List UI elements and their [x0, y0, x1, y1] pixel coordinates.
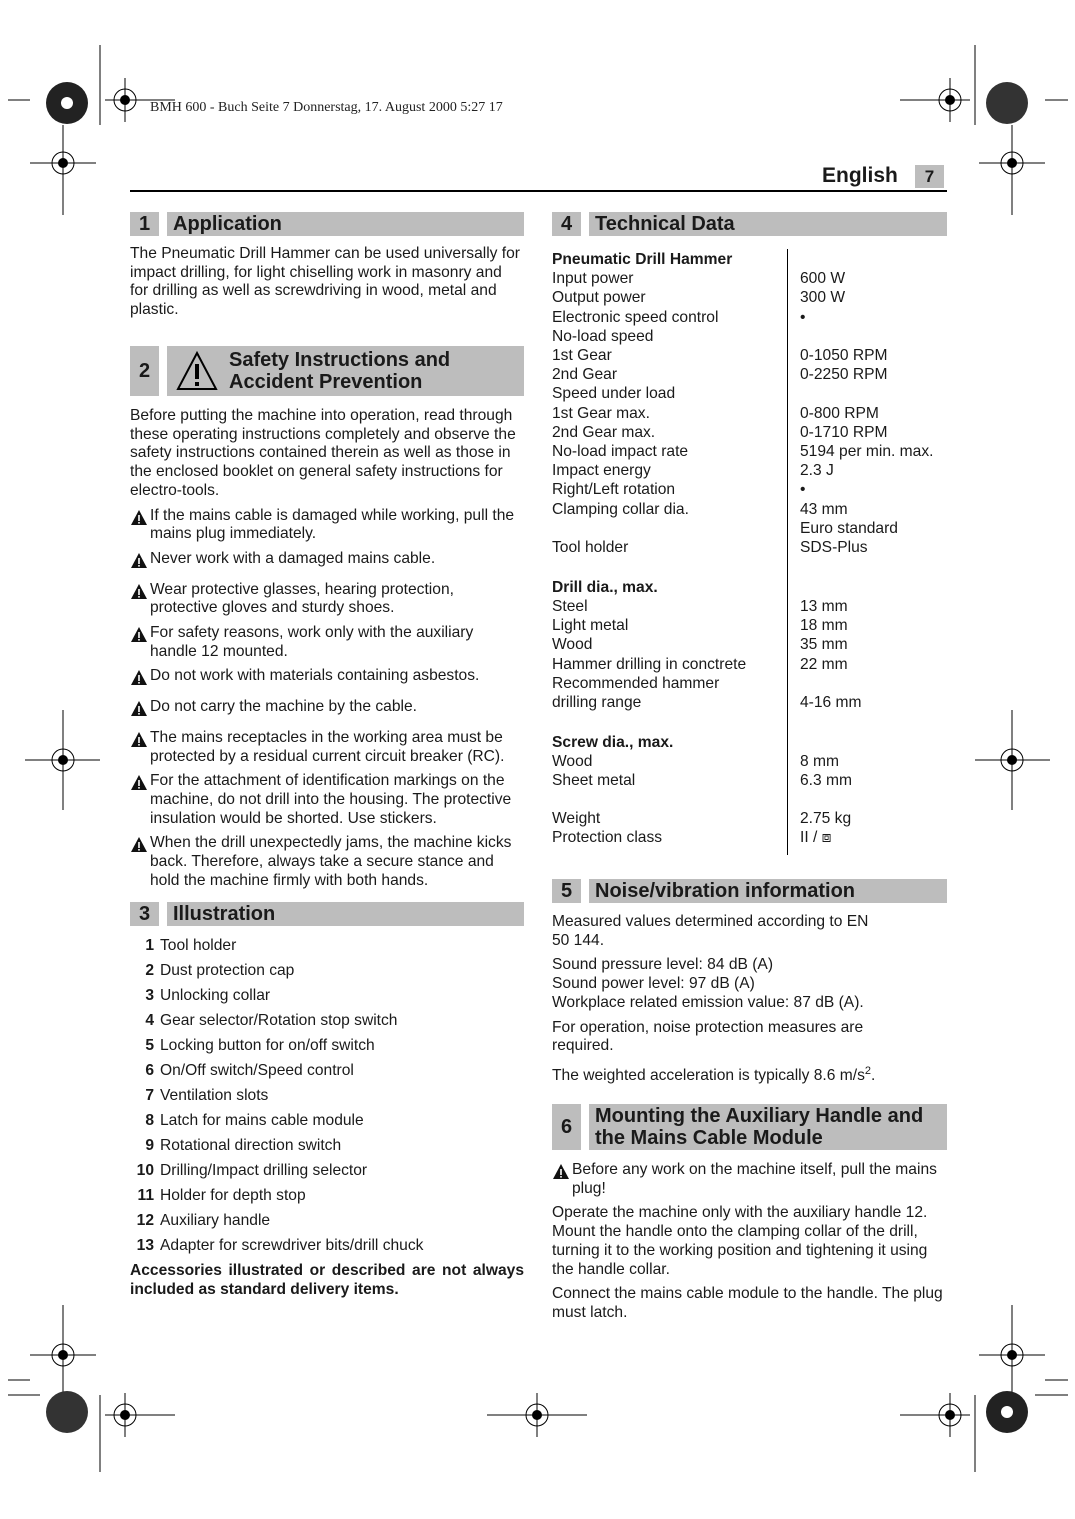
spec-label: Wood [552, 753, 593, 771]
safety-section-body [130, 407, 524, 890]
sound-power-text: Sound power level: 97 dB (A) [552, 975, 755, 993]
spec-label [552, 519, 792, 538]
spec-row [552, 712, 947, 731]
warning-item [130, 698, 524, 723]
safety-warning-list [130, 507, 524, 891]
warning-item [130, 550, 524, 575]
item-number: 6 [145, 1061, 154, 1079]
section-title-line1: Safety Instructions and [229, 349, 451, 371]
spec-row [552, 538, 947, 557]
spec-label: 2nd Gear [552, 366, 618, 384]
warning-item [130, 772, 524, 828]
acceleration-end: . [871, 1067, 876, 1085]
spec-value: 600 W [800, 270, 846, 288]
spec-label: No-load impact rate [552, 443, 689, 461]
warning-item [130, 834, 524, 890]
spec-label: Weight [552, 810, 601, 828]
spec-value [792, 790, 800, 809]
illustration-item [130, 1033, 524, 1058]
spec-value [792, 384, 800, 403]
spec-label: Screw dia., max. [552, 733, 674, 751]
illustration-item [130, 1183, 524, 1208]
spec-label: 2nd Gear max. [552, 423, 656, 441]
section-number: 3 [130, 902, 159, 926]
spec-label: Drill dia., max. [552, 578, 658, 596]
spec-label [552, 557, 792, 576]
acceleration-text [552, 1062, 947, 1086]
section-title: Illustration [167, 902, 524, 926]
section-number: 1 [130, 212, 159, 236]
item-number: 2 [145, 961, 154, 979]
illustration-item [130, 1108, 524, 1133]
section-title-box [167, 346, 524, 396]
warning-item [130, 729, 524, 766]
illustration-item [130, 1058, 524, 1083]
item-number: 11 [137, 1186, 154, 1204]
item-label: Rotational direction switch [160, 1136, 342, 1154]
spec-label [552, 790, 792, 809]
spec-value: 13 mm [800, 598, 848, 616]
section-number: 2 [130, 346, 159, 396]
cable-module-instructions: Connect the mains cable module to the handle. The plug must latch. [552, 1285, 943, 1321]
spec-label: Output power [552, 289, 646, 307]
section-number: 5 [552, 879, 581, 903]
warning-text: Do not work with materials containing asbestos. [150, 667, 480, 685]
warning-text: If the mains cable is damaged while working, pull the mains plug immediately. [150, 506, 515, 543]
item-label: Auxiliary handle [160, 1211, 271, 1229]
item-label: On/Off switch/Speed control [160, 1061, 354, 1079]
spec-value: 4-16 mm [800, 694, 862, 712]
warning-triangle-icon [175, 350, 219, 392]
spec-label: Hammer drilling in conctrete [552, 655, 747, 673]
spec-row [552, 500, 947, 519]
spec-value [792, 712, 800, 731]
warning-text: The mains receptacles in the working area must be protected by a residual current circuit breaker (RC). [150, 728, 505, 765]
spec-row [552, 828, 947, 847]
warning-icon [130, 698, 150, 723]
spec-label: Sheet metal [552, 772, 636, 790]
section-title-line1: Mounting the Auxiliary Handle and [595, 1105, 924, 1127]
section-noise-heading [552, 879, 947, 903]
item-number: 10 [136, 1161, 154, 1179]
warning-text: For safety reasons, work only with the auxiliary handle 12 mounted. [150, 624, 474, 660]
warning-text: When the drill unexpectedly jams, the machine kicks back. Therefore, always take a secure stance and hold the machine firmly with both hands. [150, 834, 512, 889]
warning-icon [130, 624, 150, 649]
spec-row [552, 752, 947, 771]
spec-value [792, 578, 800, 597]
spec-value: 35 mm [800, 636, 848, 654]
technical-data-table [552, 248, 947, 847]
section-title: Application [167, 212, 524, 236]
illustration-list [130, 933, 524, 1258]
spec-row [552, 250, 947, 269]
spec-label: Electronic speed control [552, 308, 719, 326]
warning-item [130, 507, 524, 544]
section-title-box [589, 1104, 947, 1150]
spec-value: SDS-Plus [800, 539, 868, 557]
spec-row [552, 269, 947, 288]
spec-value: 2.75 kg [800, 810, 852, 828]
spec-value: 18 mm [800, 617, 848, 635]
spec-row [552, 809, 947, 828]
spec-label: Speed under load [552, 385, 676, 403]
spec-value: 8 mm [800, 753, 839, 771]
spec-row [552, 733, 947, 752]
spec-value [792, 327, 800, 346]
warning-text: For the attachment of identification markings on the machine, do not drill into the housing. The protective insulation would be shorted. Use stickers. [150, 772, 512, 827]
spec-row [552, 557, 947, 576]
warning-text: Wear protective glasses, hearing protection, protective gloves and sturdy shoes. [150, 580, 454, 617]
spec-value: Euro standard [800, 519, 898, 537]
spec-label: Wood [552, 636, 593, 654]
mounting-section-body [552, 1161, 947, 1323]
section-technical-data-heading [552, 212, 947, 236]
section-number: 6 [552, 1104, 581, 1150]
spec-value: 0-1710 RPM [800, 423, 888, 441]
item-label: Holder for depth stop [160, 1186, 306, 1204]
item-number: 1 [145, 936, 154, 954]
spec-row [552, 442, 947, 461]
sound-pressure-text: Sound pressure level: 84 dB (A) [552, 956, 774, 974]
spec-value: 0-800 RPM [800, 404, 879, 422]
spec-row [552, 461, 947, 480]
spec-value: 43 mm [800, 500, 848, 518]
warning-icon [130, 507, 150, 532]
spec-value [792, 250, 800, 269]
section-title-line2: the Mains Cable Module [595, 1127, 823, 1149]
application-text: The Pneumatic Drill Hammer can be used universally for impact drilling, for light chiselling work in masonry and for drilling as well as screwdriving in wood, metal and plastic. [130, 245, 520, 319]
page-number: 7 [915, 165, 944, 188]
spec-label: 1st Gear [552, 347, 612, 365]
warning-icon [130, 772, 150, 797]
item-label: Dust protection cap [160, 961, 295, 979]
noise-levels [552, 956, 947, 1012]
spec-row [552, 288, 947, 307]
item-number: 5 [145, 1036, 154, 1054]
section-safety-heading [130, 346, 524, 396]
accessories-note: Accessories illustrated or described are not always included as standard delivery items. [130, 1262, 524, 1298]
warning-text: Do not carry the machine by the cable. [150, 698, 417, 716]
spec-row [552, 480, 947, 499]
mounting-instructions: Operate the machine only with the auxiliary handle 12. Mount the handle onto the clamping collar of the drill, turning it to the working position and tightening it using the handle collar. [552, 1204, 928, 1278]
item-number: 4 [145, 1011, 154, 1029]
spec-row [552, 635, 947, 654]
spec-value: 2.3 J [800, 462, 834, 480]
section-title: Technical Data [589, 212, 947, 236]
warning-icon [552, 1161, 572, 1186]
item-label: Gear selector/Rotation stop switch [160, 1011, 398, 1029]
spec-label: Recommended hammer [552, 674, 720, 692]
spec-label: Steel [552, 598, 588, 616]
spec-label [552, 712, 792, 731]
spec-value: 22 mm [800, 655, 848, 673]
illustration-item [130, 1158, 524, 1183]
language-label: English [822, 164, 898, 187]
noise-section-body [552, 913, 947, 1086]
spec-row [552, 616, 947, 635]
illustration-item [130, 958, 524, 983]
illustration-item [130, 1233, 524, 1258]
spec-row [552, 655, 947, 674]
spec-label: Input power [552, 270, 634, 288]
header-rule [130, 190, 947, 192]
spec-label: Pneumatic Drill Hammer [552, 251, 733, 268]
spec-label: Protection class [552, 829, 663, 847]
illustration-item [130, 933, 524, 958]
safety-intro: Before putting the machine into operation, read through these operating instructions completely and observe the safety instructions contained therein as well as those in the enclosed booklet on general safety instructions for electro-tools. [130, 407, 516, 499]
spec-label: Right/Left rotation [552, 481, 676, 499]
spec-value [792, 733, 800, 752]
spec-value: 0-1050 RPM [800, 347, 888, 365]
section-illustration-heading [130, 902, 524, 926]
section-title: Noise/vibration information [589, 879, 947, 903]
warning-icon [130, 729, 150, 754]
acceleration-exponent: 2 [864, 1064, 872, 1077]
noise-protection-text: For operation, noise protection measures are required. [552, 1018, 864, 1055]
spec-label: Tool holder [552, 539, 629, 557]
spec-row [552, 597, 947, 616]
item-label: Locking button for on/off switch [160, 1036, 375, 1054]
spec-value: II / ⧈ [800, 829, 832, 847]
spec-label: Light metal [552, 617, 629, 635]
warning-item [130, 581, 524, 618]
warning-icon [130, 550, 150, 575]
warning-item [130, 624, 524, 661]
item-label: Latch for mains cable module [160, 1111, 364, 1129]
section-title-line2: Accident Prevention [229, 371, 423, 393]
spec-value: • [800, 308, 806, 326]
spec-row [552, 365, 947, 384]
spec-value: • [800, 481, 806, 499]
spec-row [552, 693, 947, 712]
spec-value: 6.3 mm [800, 772, 852, 790]
spec-value: 0-2250 RPM [800, 366, 888, 384]
section-application-heading [130, 212, 524, 236]
spec-label: 1st Gear max. [552, 404, 650, 422]
item-number: 7 [145, 1086, 154, 1104]
spec-row [552, 384, 947, 403]
spec-label: No-load speed [552, 327, 654, 345]
item-label: Adapter for screwdriver bits/drill chuck [160, 1236, 424, 1254]
spec-row [552, 674, 947, 693]
illustration-item [130, 1008, 524, 1033]
spec-label: drilling range [552, 694, 642, 712]
warning-item [552, 1161, 947, 1198]
acceleration-value: The weighted acceleration is typically 8.6 m/s [552, 1067, 865, 1085]
spec-row [552, 346, 947, 365]
print-header: BMH 600 - Buch Seite 7 Donnerstag, 17. August 2000 5:27 17 [150, 100, 503, 115]
spec-row [552, 308, 947, 327]
item-number: 3 [145, 986, 154, 1004]
warning-item [130, 667, 524, 692]
spec-value [792, 557, 800, 576]
item-label: Drilling/Impact drilling selector [160, 1161, 368, 1179]
item-label: Unlocking collar [160, 986, 271, 1004]
spec-row [552, 327, 947, 346]
warning-icon [130, 667, 150, 692]
section-mounting-heading [552, 1104, 947, 1150]
illustration-item [130, 983, 524, 1008]
warning-icon [130, 581, 150, 606]
spec-value: 5194 per min. max. [800, 443, 934, 461]
illustration-item [130, 1083, 524, 1108]
spec-row [552, 519, 947, 538]
spec-row [552, 771, 947, 790]
spec-row [552, 404, 947, 423]
noise-standard-text: Measured values determined according to EN 50 144. [552, 913, 869, 949]
spec-label: Clamping collar dia. [552, 500, 689, 518]
item-number: 9 [145, 1136, 154, 1154]
emission-value-text: Workplace related emission value: 87 dB (A). [552, 993, 864, 1011]
item-number: 8 [145, 1111, 154, 1129]
item-label: Tool holder [160, 936, 237, 954]
item-label: Ventilation slots [160, 1086, 269, 1104]
spec-value: 300 W [800, 289, 846, 307]
item-number: 13 [136, 1236, 154, 1254]
section-number: 4 [552, 212, 581, 236]
warning-icon [130, 834, 150, 859]
spec-row [552, 790, 947, 809]
spec-row [552, 578, 947, 597]
spec-value [792, 674, 800, 693]
item-number: 12 [136, 1211, 154, 1229]
illustration-item [130, 1133, 524, 1158]
warning-text: Never work with a damaged mains cable. [150, 549, 436, 567]
warning-text: Before any work on the machine itself, pull the mains plug! [572, 1161, 937, 1197]
spec-label: Impact energy [552, 462, 651, 480]
illustration-item [130, 1208, 524, 1233]
spec-row [552, 423, 947, 442]
